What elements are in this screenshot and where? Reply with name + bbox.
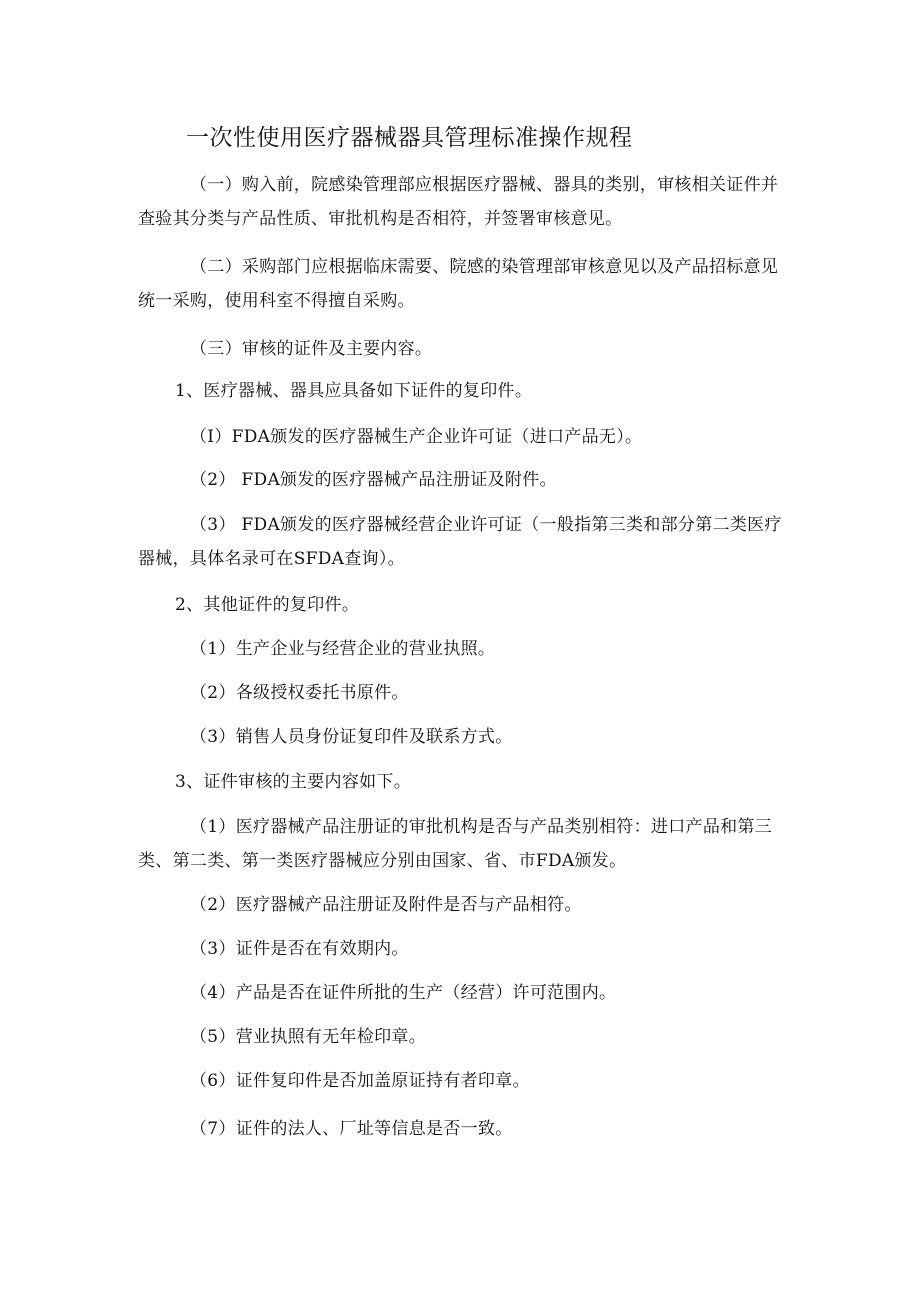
paragraph-16: （4）产品是否在证件所批的生产（经营）许可范围内。 [190, 983, 617, 1003]
paragraph-4: 1、医疗器械、器具应具备如下证件的复印件。 [175, 381, 533, 401]
paragraph-1: （一）购入前，院感染管理部应根据医疗器械、器具的类别，审核相关证件并查验其分类与产品性质、审批机构是否相符，并签署审核意见。 [138, 175, 779, 229]
paragraph-18: （6）证件复印件是否加盖原证持有者印章。 [190, 1071, 530, 1091]
paragraph-6: （2） FDA颁发的医疗器械产品注册证及附件。 [190, 470, 557, 490]
paragraph-19: （7）证件的法人、厂址等信息是否一致。 [190, 1119, 513, 1139]
paragraph-13: （1）医疗器械产品注册证的审批机构是否与产品类别相符：进口产品和第三类、第二类、第一类医疗器械应分别由国家、省、市FDA颁发。 [138, 817, 773, 871]
paragraph-15: （3）证件是否在有效期内。 [190, 939, 409, 959]
paragraph-2: （二）采购部门应根据临床需要、院感的染管理部审核意见以及产品招标意见统一采购，使用科室不得擅自采购。 [138, 257, 779, 311]
paragraph-7: （3） FDA颁发的医疗器械经营企业许可证（一般指第三类和部分第二类医疗器械，具体名录可在SFDA查询）。 [138, 515, 782, 569]
paragraph-9: （1）生产企业与经营企业的营业执照。 [190, 639, 496, 659]
paragraph-3: （三）审核的证件及主要内容。 [190, 339, 433, 359]
paragraph-14: （2）医疗器械产品注册证及附件是否与产品相符。 [190, 895, 582, 915]
document-title: 一次性使用医疗器械器具管理标准操作规程 [186, 125, 633, 151]
paragraph-8: 2、其他证件的复印件。 [175, 595, 360, 615]
paragraph-5: （I）FDA颁发的医疗器械生产企业许可证（进口产品无）。 [190, 427, 643, 447]
paragraph-12: 3、证件审核的主要内容如下。 [175, 772, 412, 792]
paragraph-11: （3）销售人员身份证复印件及联系方式。 [190, 727, 513, 747]
paragraph-10: （2）各级授权委托书原件。 [190, 683, 409, 703]
paragraph-17: （5）营业执照有无年检印章。 [190, 1027, 427, 1047]
